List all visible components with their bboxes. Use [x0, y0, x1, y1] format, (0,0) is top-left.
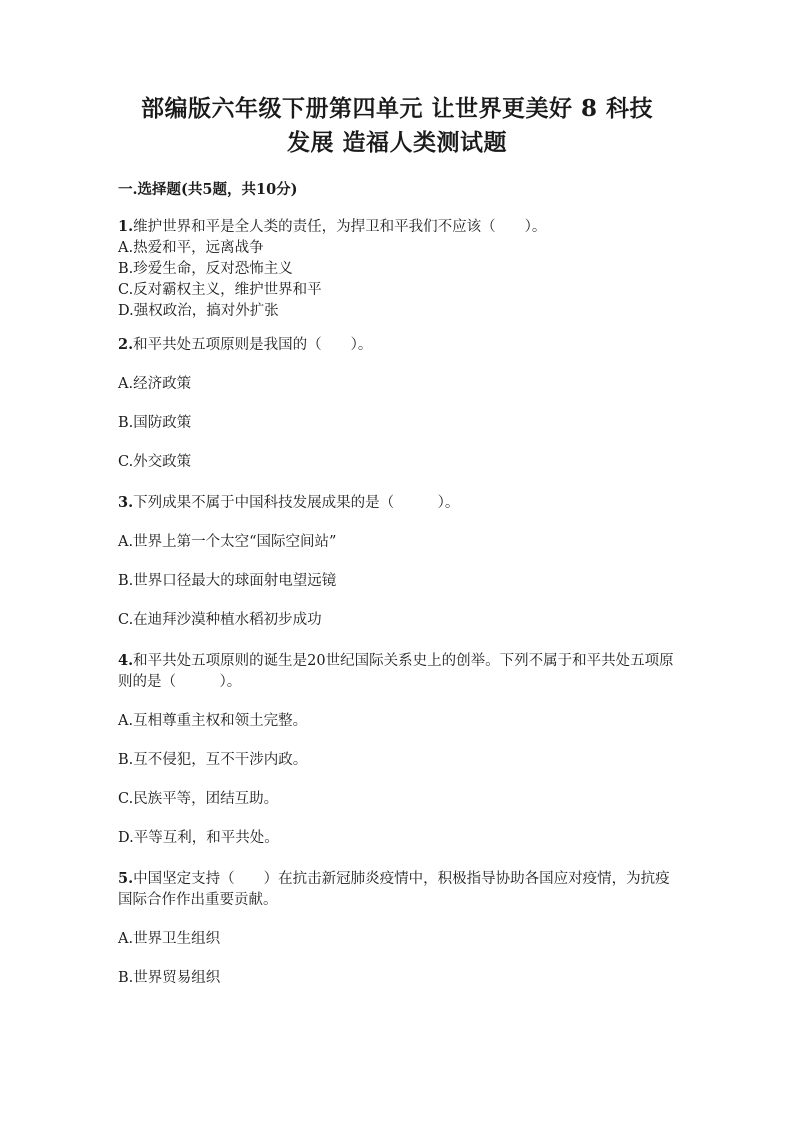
question-text: 维护世界和平是全人类的责任，为捍卫和平我们不应该（ ）。 [133, 219, 547, 235]
option-c: C.外交政策 [118, 454, 192, 470]
option-b: B.珍爱生命，反对恐怖主义 [118, 261, 293, 277]
option-list [118, 929, 676, 989]
question-number: 5. [118, 870, 134, 887]
question-number: 2. [118, 336, 134, 353]
question-text: 下列成果不属于中国科技发展成果的是（ ）。 [133, 495, 460, 511]
option-a: A.世界卫生组织 [118, 931, 221, 947]
question-1 [118, 216, 676, 322]
option-b: B.国防政策 [118, 415, 192, 431]
option-c: C.在迪拜沙漠种植水稻初步成功 [118, 612, 322, 628]
question-stem [118, 650, 676, 693]
option-c: C.反对霸权主义，维护世界和平 [118, 282, 322, 298]
question-3 [118, 492, 676, 631]
question-text: 中国坚定支持（ ）在抗击新冠肺炎疫情中，积极指导协助各国应对疫情，为抗疫国际合作作出重要贡献。 [118, 871, 670, 908]
question-number: 1. [118, 218, 134, 235]
option-a: A.互相尊重主权和领土完整。 [118, 713, 308, 729]
option-a: A.世界上第一个太空“国际空间站” [118, 534, 337, 550]
question-stem [118, 334, 676, 356]
option-c: C.民族平等，团结互助。 [118, 791, 279, 807]
question-text: 和平共处五项原则是我国的（ ）。 [133, 337, 373, 353]
option-d: D.强权政治，搞对外扩张 [118, 303, 279, 319]
page-title-line-1: 部编版六年级下册第四单元 让世界更美好 8 科技 [140, 95, 654, 122]
option-a: A.经济政策 [118, 376, 192, 392]
option-b: B.世界口径最大的球面射电望远镜 [118, 573, 337, 589]
option-list [118, 374, 676, 473]
option-list [118, 532, 676, 631]
option-b: B.互不侵犯，互不干涉内政。 [118, 752, 308, 768]
option-d: D.平等互利，和平共处。 [118, 830, 279, 846]
option-b: B.世界贸易组织 [118, 970, 221, 986]
question-4 [118, 650, 676, 849]
question-stem [118, 492, 676, 514]
question-text: 和平共处五项原则的诞生是20世纪国际关系史上的创举。下列不属于和平共处五项原则的是（ ）。 [118, 653, 674, 690]
question-5 [118, 868, 676, 989]
question-stem [118, 868, 676, 911]
question-number: 3. [118, 494, 134, 511]
option-a: A.热爱和平，远离战争 [118, 240, 264, 256]
question-2 [118, 334, 676, 473]
section-heading: 一.选择题(共5题，共10分) [118, 181, 298, 198]
question-number: 4. [118, 652, 134, 669]
page-title-line-2: 发展 造福人类测试题 [286, 129, 507, 156]
option-list [118, 238, 676, 322]
page-title [118, 92, 676, 160]
option-list [118, 711, 676, 849]
question-stem [118, 216, 676, 238]
